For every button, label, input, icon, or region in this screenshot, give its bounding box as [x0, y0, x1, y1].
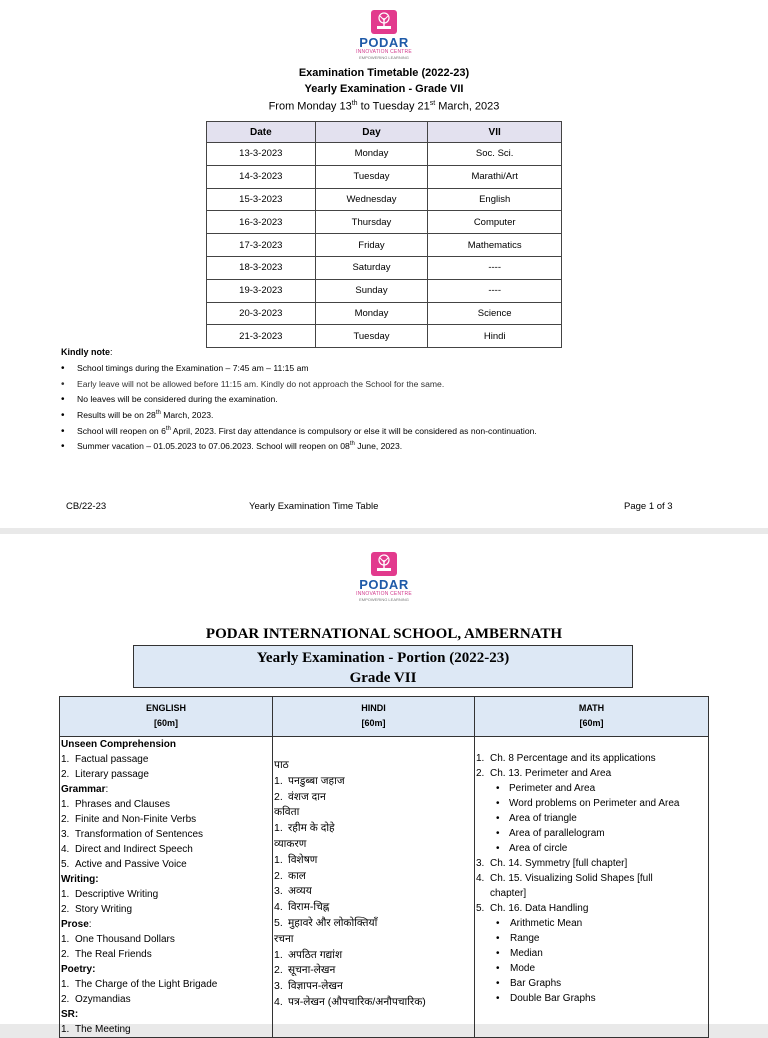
- logo-tag: EMPOWERING LEARNING: [359, 55, 409, 60]
- table-row: [207, 279, 562, 302]
- list-item: [274, 916, 474, 932]
- item-suffix: :: [105, 784, 109, 795]
- note-item: [61, 439, 537, 455]
- list-item: [476, 856, 708, 871]
- list-item: [274, 805, 474, 821]
- timetable-subtitle: Yearly Examination - Grade VII: [304, 83, 464, 95]
- item-text: The Meeting: [75, 1024, 131, 1035]
- item-number: 3.: [476, 858, 485, 869]
- item-text: Descriptive Writing: [75, 889, 159, 900]
- item-text: Median: [510, 948, 543, 959]
- notes-list: [61, 361, 537, 455]
- item-text: काल: [288, 869, 306, 882]
- timetable-table: [206, 121, 562, 348]
- cell-subject: Hindi: [428, 325, 562, 348]
- note-text: March, 2023.: [160, 410, 214, 421]
- item-text: Area of circle: [509, 843, 568, 854]
- item-text: वंशज दान: [288, 790, 326, 803]
- item-suffix: :: [88, 919, 92, 930]
- item-text: Range: [510, 933, 540, 944]
- cell-date: 19-3-2023: [207, 279, 316, 302]
- note-text: Summer vacation – 01.05.2023 to 07.06.2023. School will reopen on 08: [77, 441, 350, 452]
- list-item: [274, 963, 474, 979]
- list-item: [476, 841, 708, 856]
- item-text: Phrases and Clauses: [75, 799, 171, 810]
- item-text: Writing:: [61, 874, 99, 885]
- english-list: [60, 737, 272, 1037]
- list-item: [61, 947, 272, 962]
- item-number: 2.: [274, 790, 283, 803]
- item-text: The Real Friends: [75, 949, 152, 960]
- item-text: Story Writing: [75, 904, 133, 915]
- list-item: [274, 790, 474, 806]
- table-row: [207, 256, 562, 279]
- item-number: 1.: [61, 889, 70, 900]
- cell-day: Tuesday: [315, 165, 428, 188]
- cell-subject: Soc. Sci.: [428, 143, 562, 166]
- note-text: No leaves will be considered during the examination.: [77, 394, 278, 405]
- school-name: PODAR INTERNATIONAL SCHOOL, AMBERNATH: [205, 626, 563, 642]
- item-text: Prose: [61, 919, 89, 930]
- cell-subject: Mathematics: [428, 234, 562, 257]
- cell-date: 21-3-2023: [207, 325, 316, 348]
- item-number: 4.: [61, 844, 70, 855]
- cell-day: Monday: [315, 302, 428, 325]
- item-number: 3.: [274, 980, 283, 993]
- note-item: [61, 424, 537, 440]
- item-text: विशेषण: [288, 853, 318, 866]
- item-text: रहीम के दोहे: [288, 822, 335, 835]
- item-number: 4.: [476, 873, 485, 884]
- math-column: [475, 697, 708, 1037]
- item-text: पाठ: [274, 759, 289, 771]
- item-number: 2.: [61, 904, 70, 915]
- cell-date: 13-3-2023: [207, 143, 316, 166]
- podar-logo: [349, 552, 419, 602]
- list-item: [476, 946, 708, 961]
- item-text: Ozymandias: [75, 994, 131, 1005]
- podar-logo: [349, 10, 419, 60]
- item-number: 2.: [61, 769, 70, 780]
- math-head: MATH: [578, 703, 605, 713]
- english-marks: [60m]: [153, 718, 178, 728]
- cell-date: 20-3-2023: [207, 302, 316, 325]
- english-header: [60, 697, 272, 737]
- footer-title: Yearly Examination Time Table: [249, 501, 379, 512]
- list-item: [274, 758, 474, 774]
- list-item: [476, 901, 708, 916]
- list-item: [61, 1022, 272, 1037]
- list-item: [61, 827, 272, 842]
- item-text: अव्यय: [288, 885, 312, 898]
- list-item: [476, 991, 708, 1006]
- item-number: 2.: [61, 994, 70, 1005]
- item-number: 2.: [61, 814, 70, 825]
- portion-title: Yearly Examination - Portion (2022-23): [256, 650, 510, 666]
- item-text: Area of parallelogram: [509, 828, 605, 839]
- list-item: [61, 887, 272, 902]
- item-number: 3.: [61, 829, 70, 840]
- page-2: [0, 534, 768, 1035]
- item-text: Finite and Non-Finite Verbs: [75, 814, 197, 825]
- item-number: 1.: [476, 753, 485, 764]
- timetable-dates: [0, 100, 768, 113]
- item-text: विज्ञापन-लेखन: [288, 980, 343, 993]
- hindi-header: [273, 697, 474, 737]
- list-item: [476, 766, 708, 781]
- math-header: [475, 697, 708, 737]
- list-item: [61, 857, 272, 872]
- item-text: Bar Graphs: [510, 978, 562, 989]
- footer-code: CB/22-23: [66, 501, 107, 512]
- english-head: ENGLISH: [145, 703, 186, 713]
- list-item: [61, 962, 272, 977]
- item-text: Word problems on Perimeter and Area: [509, 798, 680, 809]
- table-row: [207, 188, 562, 211]
- note-sup: th: [349, 441, 355, 448]
- item-text: Transformation of Sentences: [75, 829, 204, 840]
- cell-day: Wednesday: [315, 188, 428, 211]
- portion-title-box: [133, 645, 633, 688]
- dates-mid: to Tuesday 21: [357, 100, 430, 113]
- list-item: [274, 774, 474, 790]
- tree-icon: [371, 552, 397, 576]
- item-text: Grammar: [61, 784, 106, 795]
- item-text: Area of triangle: [509, 813, 577, 824]
- dates-sup2: st: [429, 100, 436, 107]
- cell-day: Monday: [315, 143, 428, 166]
- item-number: 1.: [61, 799, 70, 810]
- hindi-list: [273, 737, 474, 1011]
- hindi-head: HINDI: [361, 703, 386, 713]
- note-item: [61, 392, 537, 408]
- item-text: chapter]: [490, 888, 527, 899]
- portion-table: [59, 696, 709, 1038]
- list-item: [61, 767, 272, 782]
- cell-subject: Marathi/Art: [428, 165, 562, 188]
- note-item: [61, 377, 537, 393]
- list-item: [61, 752, 272, 767]
- list-item: [61, 797, 272, 812]
- item-number: 5.: [476, 903, 485, 914]
- cell-day: Saturday: [315, 256, 428, 279]
- cell-date: 16-3-2023: [207, 211, 316, 234]
- list-item: [476, 886, 708, 901]
- table-row: [207, 234, 562, 257]
- item-text: Double Bar Graphs: [510, 993, 596, 1004]
- item-number: 5.: [61, 859, 70, 870]
- cell-subject: English: [428, 188, 562, 211]
- item-number: 2.: [274, 964, 283, 977]
- cell-subject: ----: [428, 256, 562, 279]
- table-header-row: [207, 122, 562, 143]
- item-text: Mode: [510, 963, 536, 974]
- item-number: 1.: [274, 822, 283, 835]
- list-item: [476, 751, 708, 766]
- item-text: Ch. 14. Symmetry [full chapter]: [490, 858, 628, 869]
- col-day: Day: [315, 122, 428, 143]
- english-column: [60, 697, 273, 1037]
- dates-post: March, 2023: [435, 100, 500, 113]
- item-text: सूचना-लेखन: [288, 964, 336, 977]
- cell-day: Thursday: [315, 211, 428, 234]
- list-item: [274, 837, 474, 853]
- logo-brand: PODAR: [359, 35, 409, 50]
- list-item: [274, 853, 474, 869]
- cell-subject: ----: [428, 279, 562, 302]
- item-text: Active and Passive Voice: [75, 859, 187, 870]
- note-text: Results will be on 28: [77, 410, 156, 421]
- table-row: [207, 325, 562, 348]
- item-text: SR:: [61, 1009, 79, 1020]
- list-item: [476, 931, 708, 946]
- note-sup: th: [155, 410, 161, 417]
- list-item: [61, 1007, 272, 1022]
- cell-day: Tuesday: [315, 325, 428, 348]
- cell-date: 15-3-2023: [207, 188, 316, 211]
- cell-date: 17-3-2023: [207, 234, 316, 257]
- math-list: [475, 737, 708, 1006]
- logo-brand: PODAR: [359, 577, 409, 592]
- list-item: [274, 821, 474, 837]
- list-item: [61, 737, 272, 752]
- item-text: Direct and Indirect Speech: [75, 844, 193, 855]
- item-text: Unseen Comprehension: [61, 739, 177, 750]
- logo-sub: INNOVATION CENTRE: [356, 591, 412, 597]
- item-number: 1.: [274, 774, 283, 787]
- table-row: [207, 165, 562, 188]
- list-item: [61, 902, 272, 917]
- list-item: [61, 932, 272, 947]
- item-text: मुहावरे और लोकोक्तियाँ: [288, 916, 378, 929]
- cell-day: Friday: [315, 234, 428, 257]
- item-text: One Thousand Dollars: [75, 934, 175, 945]
- kindly-note-text: Kindly note: [61, 347, 110, 357]
- list-item: [61, 977, 272, 992]
- list-item: [61, 812, 272, 827]
- item-text: Ch. 16. Data Handling: [490, 903, 589, 914]
- list-item: [476, 871, 708, 886]
- item-number: 2.: [274, 869, 283, 882]
- dates-pre: From Monday 13: [268, 100, 352, 113]
- item-text: Ch. 13. Perimeter and Area: [490, 768, 612, 779]
- item-text: व्याकरण: [274, 837, 307, 850]
- list-item: [274, 884, 474, 900]
- list-item: [61, 917, 272, 932]
- kindly-note-label: Kindly note:: [61, 347, 113, 357]
- item-number: 1.: [274, 853, 283, 866]
- item-text: अपठित गद्यांश: [288, 948, 343, 961]
- item-number: 2.: [476, 768, 485, 779]
- list-item: [476, 976, 708, 991]
- list-item: [476, 796, 708, 811]
- item-text: The Charge of the Light Brigade: [75, 979, 218, 990]
- note-text: April, 2023. First day attendance is compulsory or else it will be considered as non-continuation.: [170, 425, 537, 436]
- item-number: 4.: [274, 901, 283, 914]
- note-text: School timings during the Examination – 7:45 am – 11:15 am: [77, 363, 309, 373]
- col-vii: VII: [428, 122, 562, 143]
- list-item: [476, 826, 708, 841]
- item-text: Poetry:: [61, 964, 96, 975]
- item-text: Ch. 15. Visualizing Solid Shapes [full: [490, 873, 653, 884]
- note-text: School will reopen on 6: [77, 425, 166, 436]
- item-number: 1.: [61, 934, 70, 945]
- table-row: [207, 302, 562, 325]
- list-item: [476, 961, 708, 976]
- note-text: June, 2023.: [354, 441, 403, 452]
- timetable-title: Examination Timetable (2022-23): [298, 67, 470, 79]
- cell-day: Sunday: [315, 279, 428, 302]
- list-item: [61, 842, 272, 857]
- item-number: 1.: [61, 1024, 70, 1035]
- item-number: 2.: [61, 949, 70, 960]
- item-number: 1.: [61, 754, 70, 765]
- list-item: [274, 979, 474, 995]
- item-text: कविता: [274, 806, 300, 819]
- item-number: 3.: [274, 885, 283, 898]
- list-item: [61, 992, 272, 1007]
- item-text: Arithmetic Mean: [510, 918, 583, 929]
- list-item: [476, 811, 708, 826]
- item-number: 5.: [274, 916, 283, 929]
- note-item: [61, 361, 537, 377]
- list-item: [274, 995, 474, 1011]
- cell-date: 18-3-2023: [207, 256, 316, 279]
- dates-sup1: th: [351, 100, 358, 107]
- col-date: Date: [207, 122, 316, 143]
- list-item: [274, 900, 474, 916]
- tree-icon: [371, 10, 397, 34]
- list-item: [61, 872, 272, 887]
- hindi-column: [273, 697, 475, 1037]
- item-number: 4.: [274, 995, 283, 1008]
- item-text: विराम-चिह्न: [288, 901, 330, 914]
- item-text: Perimeter and Area: [509, 783, 596, 794]
- note-sup: th: [165, 425, 171, 432]
- item-number: 1.: [274, 948, 283, 961]
- item-text: Literary passage: [75, 769, 149, 780]
- list-item: [476, 916, 708, 931]
- cell-subject: Computer: [428, 211, 562, 234]
- footer-page: Page 1 of 3: [624, 501, 673, 512]
- logo-sub: INNOVATION CENTRE: [356, 49, 412, 55]
- item-text: पनडुब्बा जहाज: [288, 774, 345, 787]
- cell-subject: Science: [428, 302, 562, 325]
- logo-tag: EMPOWERING LEARNING: [359, 597, 409, 602]
- cell-date: 14-3-2023: [207, 165, 316, 188]
- note-item: [61, 408, 537, 424]
- hindi-marks: [60m]: [361, 718, 386, 728]
- table-row: [207, 143, 562, 166]
- list-item: [476, 781, 708, 796]
- item-text: रचना: [274, 932, 294, 945]
- list-item: [274, 869, 474, 885]
- math-marks: [60m]: [579, 718, 604, 728]
- item-text: Factual passage: [75, 754, 149, 765]
- item-number: 1.: [61, 979, 70, 990]
- list-item: [274, 948, 474, 964]
- portion-grade: Grade VII: [349, 670, 417, 686]
- item-text: Ch. 8 Percentage and its applications: [490, 753, 656, 764]
- item-text: पत्र-लेखन (औपचारिक/अनौपचारिक): [288, 995, 426, 1008]
- table-row: [207, 211, 562, 234]
- list-item: [274, 932, 474, 948]
- note-text: Early leave will not be allowed before 11:15 am. Kindly do not approach the School for the same.: [77, 378, 445, 389]
- list-item: [61, 782, 272, 797]
